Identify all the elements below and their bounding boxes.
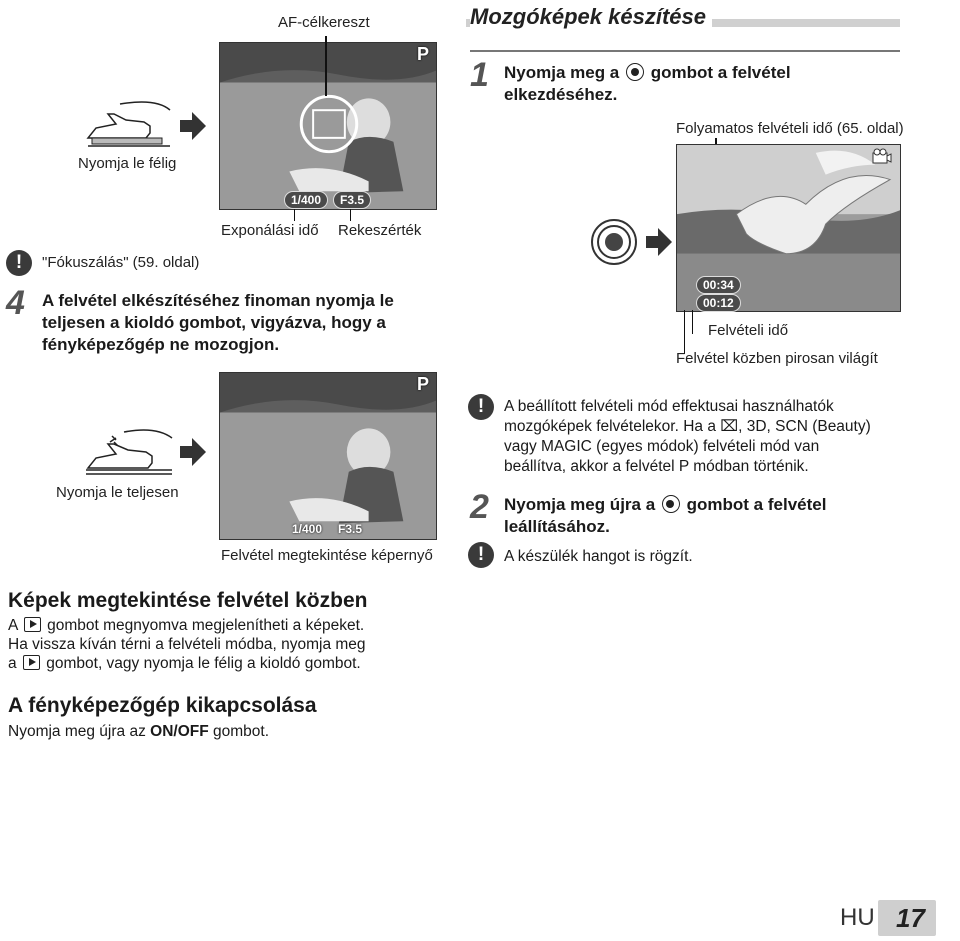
aperture-label: Rekeszérték: [338, 222, 422, 239]
finger-full-press-icon: [84, 428, 180, 476]
mode-p-indicator: P: [417, 44, 430, 64]
finger-press-icon: [86, 100, 176, 150]
warning-icon: !: [6, 250, 32, 276]
arrow-right-icon: [646, 226, 672, 263]
review-section-title: Képek megtekintése felvétel közben: [8, 589, 368, 612]
viewfinder-photo: [219, 42, 437, 210]
section-title-bar: [466, 4, 900, 30]
page-footer: [838, 900, 948, 936]
record-button-icon: [590, 218, 638, 271]
section-title: Mozgóképek készítése: [470, 4, 712, 30]
arrow-right-icon: [180, 110, 206, 147]
warning-icon: !: [468, 394, 494, 420]
af-target-label: AF-célkereszt: [278, 14, 370, 31]
step-2-text: [504, 494, 884, 538]
step-2-text-b: gombot a felvétel leállításához.: [504, 495, 827, 536]
rec-red-label: Felvétel közben pirosan világít: [676, 350, 878, 367]
step-1-number: 1: [470, 56, 489, 94]
on-off-button-label: ON/OFF: [150, 723, 209, 740]
power-off-section-title: A fényképezőgép kikapcsolása: [8, 694, 317, 717]
power-off-body: [8, 722, 269, 741]
review-screen-label: Felvétel megtekintése képernyő: [221, 547, 433, 564]
power-off-text-c: gombot.: [213, 723, 270, 740]
press-full-label: Nyomja le teljesen: [56, 484, 179, 501]
audio-note: A készülék hangot is rögzít.: [504, 548, 693, 565]
language-code: HU: [840, 904, 875, 931]
review-line2: Ha vissza kíván térni a felvételi módba, nyomja meg: [8, 636, 366, 653]
step-1-text-a: Nyomja meg a: [504, 63, 620, 82]
press-half-label: Nyomja le félig: [78, 155, 177, 172]
title-divider: [470, 50, 900, 52]
power-off-text-a: Nyomja meg újra az: [8, 723, 146, 740]
rec-time-label: Felvételi idő: [708, 322, 789, 339]
af-label-line: [325, 36, 327, 96]
review-line3-a: a: [8, 655, 17, 672]
movie-mode-icon: [872, 148, 892, 166]
review-line3-b: gombot, vagy nyomja le félig a kioldó gombot.: [46, 655, 361, 672]
review-aperture: F3.5: [338, 522, 363, 536]
step-1-text: [504, 62, 864, 106]
shutter-leader: [294, 209, 295, 221]
step-1-text-b: gombot a felvétel elkezdéséhez.: [504, 63, 791, 104]
review-section-body: [8, 616, 468, 673]
step-4-text: A felvétel elkészítéséhez finoman nyomja le teljesen a kioldó gombot, vigyázva, hogy a fényképezőgép ne mozogjon.: [42, 291, 394, 354]
mode-effects-note: A beállított felvételi mód effektusai használhatók mozgóképek felvételekor. Ha a ⌧, 3D, SCN (Beauty) vagy MAGIC (egyes módok) felvételi mód van beállítva, akkor a felvétel P módban történik.: [504, 398, 871, 475]
elapsed-leader: [692, 310, 693, 334]
shutter-value: 1/400: [284, 191, 328, 209]
review-line1-a: A: [8, 617, 18, 634]
continuous-time-label: Folyamatos felvételi idő (65. oldal): [676, 120, 904, 137]
step-2-number: 2: [470, 488, 489, 526]
aperture-value: F3.5: [333, 191, 371, 209]
record-button-icon: [626, 63, 644, 81]
step-4-number: 4: [6, 284, 25, 322]
time-remaining: 00:34: [696, 276, 741, 294]
arrow-right-icon: [180, 436, 206, 473]
focus-reference: "Fókuszálás" (59. oldal): [42, 254, 200, 271]
page-number: 17: [896, 903, 925, 933]
play-button-icon: [23, 655, 40, 670]
warning-icon: !: [468, 542, 494, 568]
rec-led-leader: [684, 310, 685, 354]
review-photo: [219, 372, 437, 540]
review-shutter: 1/400: [292, 522, 323, 536]
time-elapsed: 00:12: [696, 294, 741, 312]
review-line1-b: gombot megnyomva megjelenítheti a képeket.: [47, 617, 365, 634]
play-button-icon: [24, 617, 41, 632]
record-button-icon: [662, 495, 680, 513]
review-mode-indicator: P: [417, 374, 430, 394]
step-2-text-a: Nyomja meg újra a: [504, 495, 656, 514]
shutter-label: Exponálási idő: [221, 222, 319, 239]
aperture-leader: [350, 209, 351, 221]
